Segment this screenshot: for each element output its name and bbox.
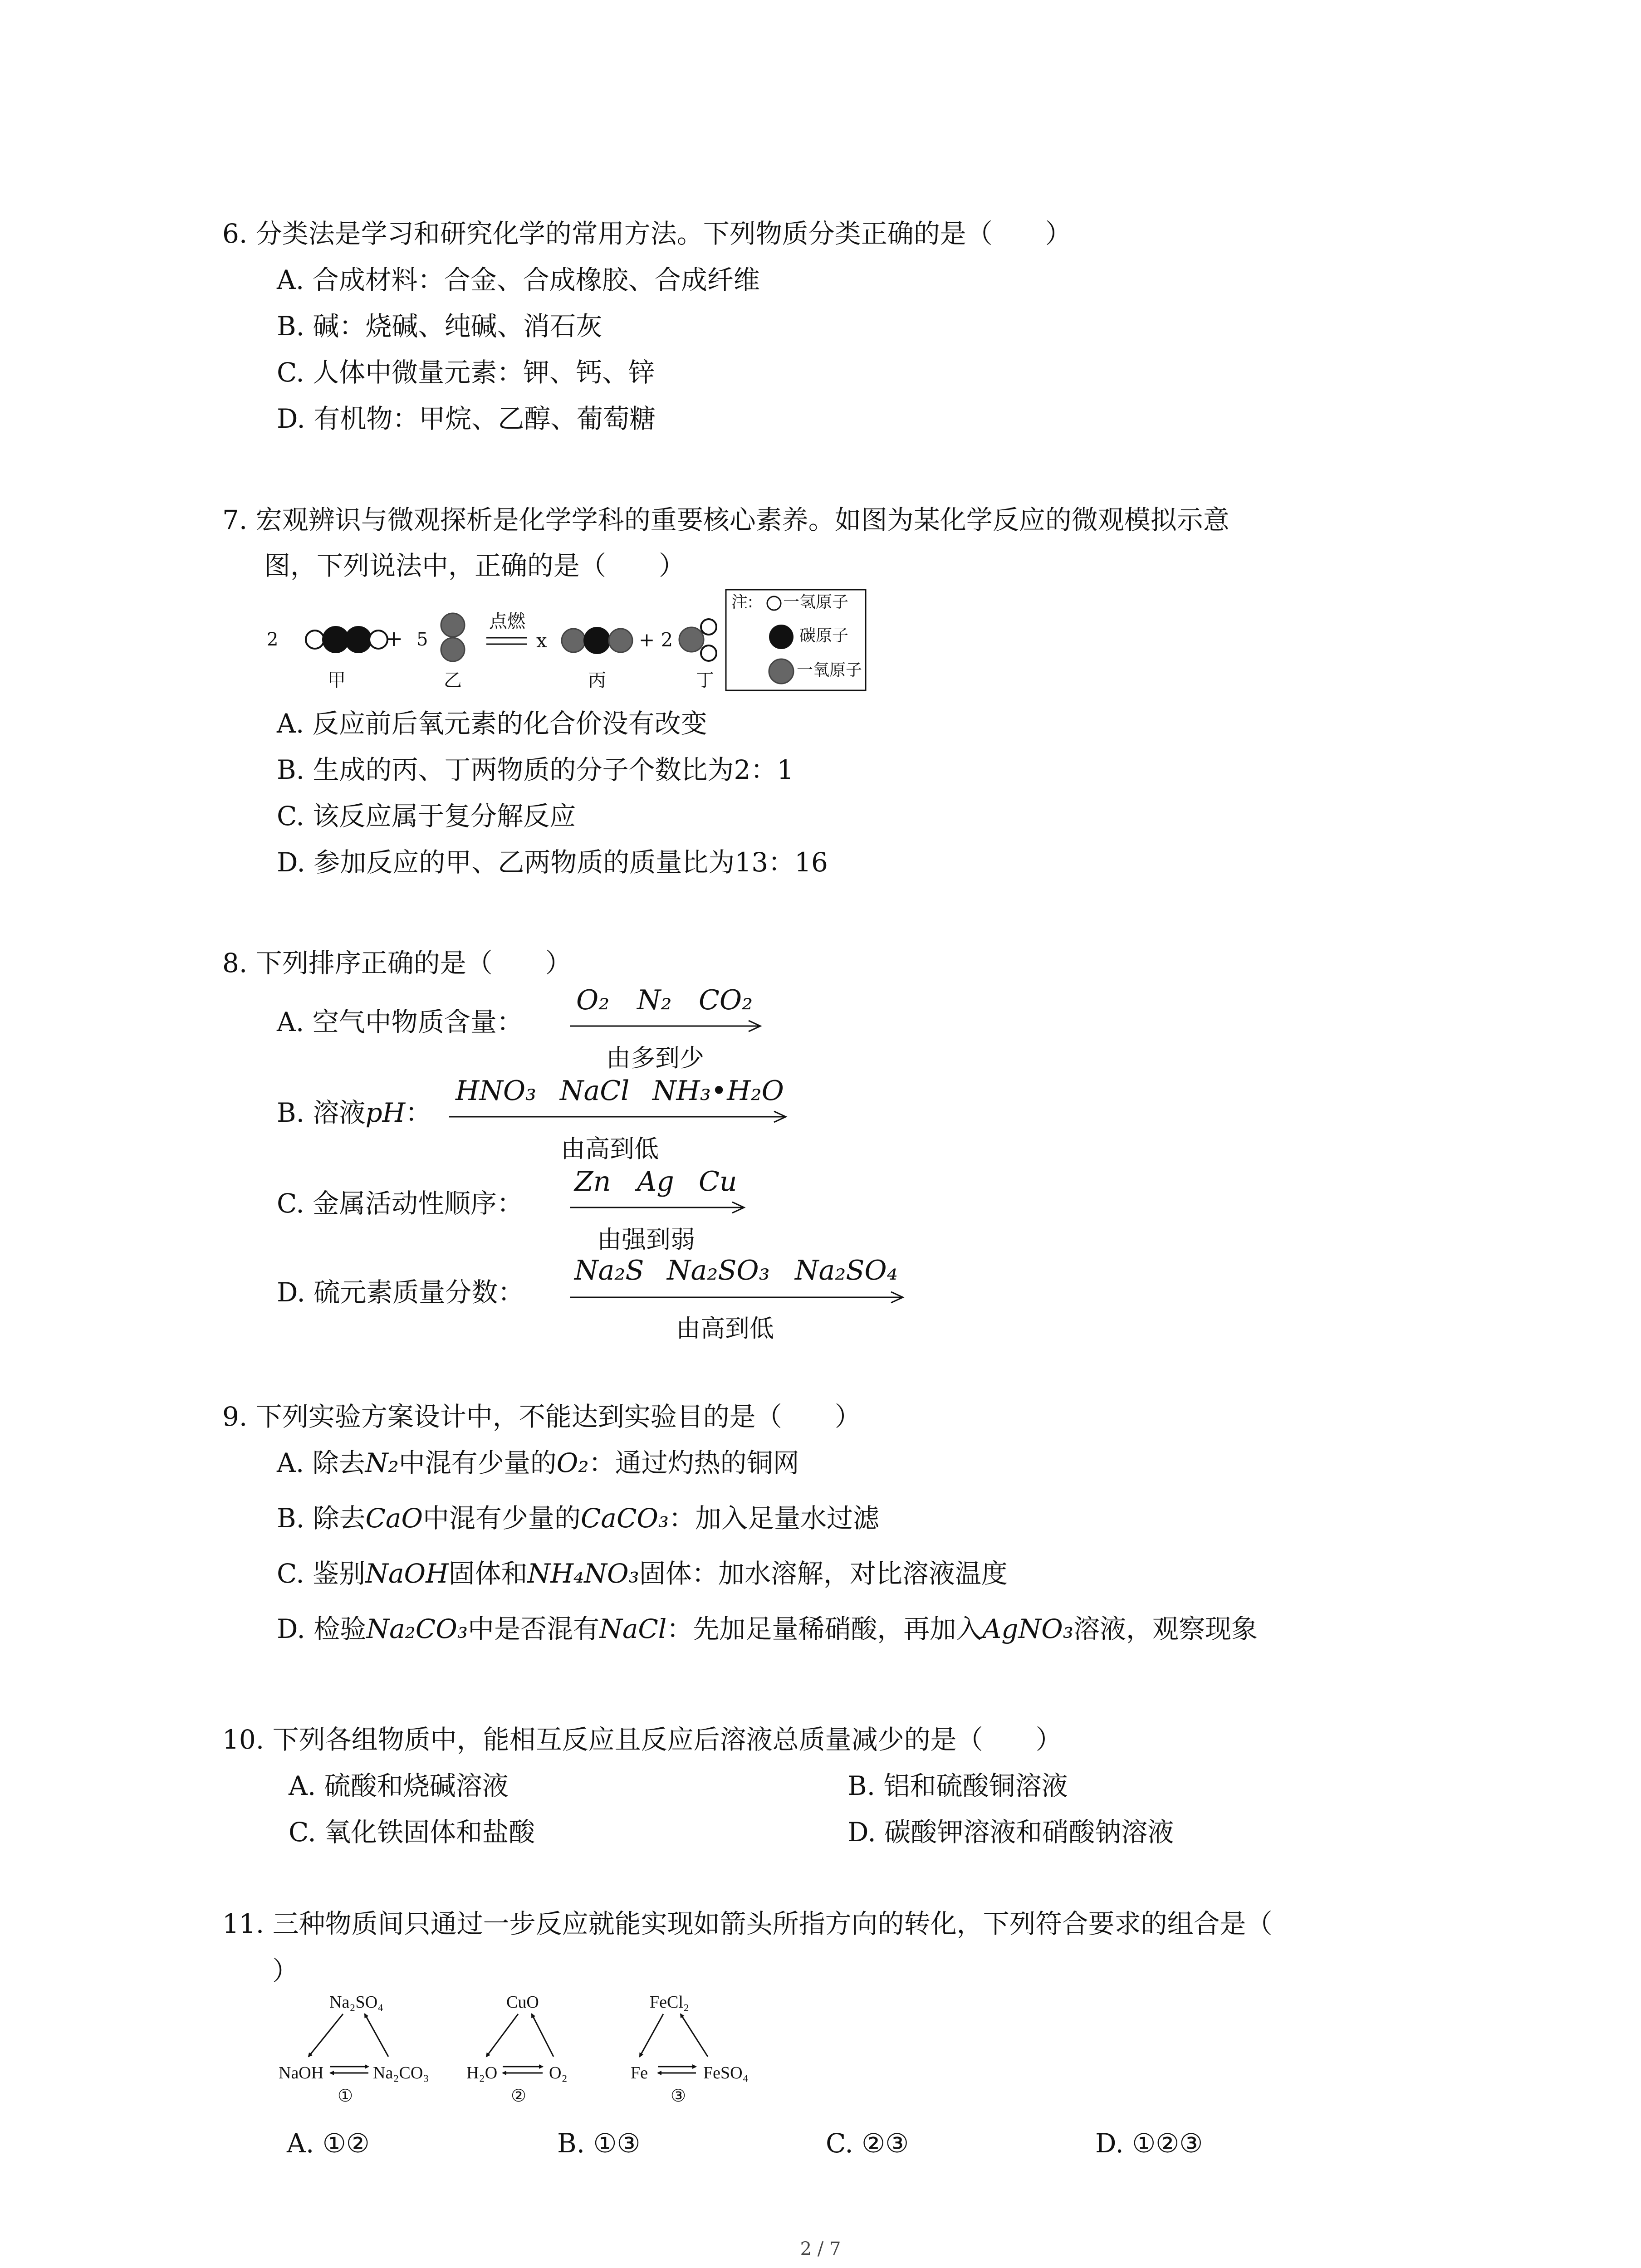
- q8b-item-1: HNO₃: [456, 1075, 537, 1107]
- reaction-condition: 点燃: [489, 611, 525, 632]
- g2-arrow-right-top: [532, 2014, 554, 2057]
- q8-option-c-prefix: C. 金属活动性顺序：: [277, 1188, 524, 1219]
- legend-note: 注:: [731, 593, 754, 611]
- q8b-item-3: NH₃•H₂O: [652, 1075, 784, 1107]
- q8c-item-2: Ag: [637, 1166, 674, 1198]
- q9d-t2: 中是否混有: [468, 1613, 600, 1644]
- plus-sign-1: +: [385, 626, 403, 651]
- q7-stem-line1: 7. 宏观辨识与微观探析是化学学科的重要核心素养。如图为某化学反应的微观模拟示意: [222, 504, 1230, 535]
- g1-right: Na₂CO₃: [373, 2063, 429, 2082]
- q8a-item-1: O₂: [576, 984, 610, 1016]
- label-bing: 丙: [588, 670, 606, 691]
- q10-option-a: A. 硫酸和烧碱溶液: [289, 1770, 509, 1801]
- q9c-t2: 固体和: [448, 1558, 528, 1589]
- legend-o-label: 一氧原子: [797, 661, 862, 679]
- label-yi: 乙: [444, 670, 462, 691]
- q6-option-b: B. 碱：烧碱、纯碱、消石灰: [277, 311, 603, 342]
- q8b-item-2: NaCl: [560, 1075, 630, 1107]
- q8c-order-label: 由强到弱: [597, 1225, 695, 1254]
- q11-option-b: B. ①③: [557, 2128, 641, 2159]
- g3-num: ③: [671, 2087, 686, 2106]
- q7-option-d: D. 参加反应的甲、乙两物质的质量比为13：16: [277, 847, 828, 878]
- q9b-t1: B. 除去: [277, 1503, 366, 1534]
- legend-c-label: 碳原子: [799, 626, 849, 645]
- q6-option-d: D. 有机物：甲烷、乙醇、葡萄糖: [277, 403, 656, 434]
- q8c-item-3: Cu: [699, 1166, 737, 1198]
- q9a-f2: O₂: [556, 1447, 589, 1478]
- q6-stem: 6. 分类法是学习和研究化学的常用方法。下列物质分类正确的是（ ）: [222, 218, 1072, 249]
- coef-jia: 2: [267, 629, 279, 650]
- plus-coef-ding: + 2: [639, 629, 673, 651]
- q8b-order-label: 由高到低: [561, 1134, 659, 1163]
- q9a-t2: 中混有少量的: [398, 1447, 557, 1478]
- q8a-order-label: 由多到少: [606, 1044, 704, 1072]
- q8-stem: 8. 下列排序正确的是（ ）: [222, 948, 572, 978]
- q9c-f1: NaOH: [365, 1558, 449, 1589]
- q8b-prefix-text: B. 溶液: [277, 1097, 366, 1128]
- q9d-t3: ：先加足量稀硝酸，再加入: [666, 1613, 983, 1644]
- q7-option-b: B. 生成的丙、丁两物质的分子个数比为2：1: [277, 754, 794, 785]
- g1-arrow-right-top: [365, 2014, 388, 2057]
- g3-top: FeCl₂: [650, 1993, 690, 2012]
- q8d-order-label: 由高到低: [676, 1314, 774, 1343]
- q10-option-d: D. 碳酸钾溶液和硝酸钠溶液: [847, 1817, 1174, 1848]
- q11-stem-line2: ）: [272, 1955, 299, 1986]
- q8a-item-3: CO₂: [699, 984, 753, 1016]
- q8d-item-3: Na₂SO₄: [795, 1255, 898, 1286]
- g3-left: Fe: [631, 2063, 648, 2082]
- q9c-t3: 固体：加水溶解，对比溶液温度: [639, 1558, 1008, 1589]
- q8b-ph: pH: [365, 1097, 406, 1128]
- q9b-f2: CaCO₃: [581, 1503, 669, 1534]
- q10-option-c: C. 氧化铁固体和盐酸: [289, 1817, 535, 1848]
- q9d-t4: 溶液，观察现象: [1073, 1613, 1258, 1644]
- q9c-t1: C. 鉴别: [277, 1558, 366, 1589]
- q11-option-c: C. ②③: [826, 2128, 909, 2159]
- q9b-t3: ：加入足量水过滤: [669, 1503, 880, 1534]
- q9d-f1: Na₂CO₃: [366, 1613, 468, 1644]
- g2-top: CuO: [506, 1993, 539, 2012]
- q6-option-a: A. 合成材料：合金、合成橡胶、合成纤维: [277, 264, 760, 295]
- coef-bing: x: [536, 630, 547, 652]
- q11-option-a: A. ①②: [287, 2128, 370, 2159]
- q8-option-d-prefix: D. 硫元素质量分数：: [277, 1277, 524, 1308]
- q11-option-d: D. ①②③: [1095, 2128, 1203, 2159]
- q11-stem-line1: 11. 三种物质间只通过一步反应就能实现如箭头所指方向的转化，下列符合要求的组合是（: [222, 1908, 1273, 1939]
- g3-arrow-right-top: [681, 2014, 708, 2057]
- g2-arrow-top-left: [486, 2014, 518, 2057]
- q8d-item-1: Na₂S: [574, 1255, 644, 1286]
- q8b-prefix-colon: ：: [405, 1097, 432, 1128]
- g1-left: NaOH: [279, 2063, 324, 2082]
- q10-stem: 10. 下列各组物质中，能相互反应且反应后溶液总质量减少的是（ ）: [222, 1724, 1062, 1755]
- legend-h-label: 一氢原子: [783, 593, 849, 611]
- q9b-t2: 中混有少量的: [423, 1503, 581, 1534]
- g1-num: ①: [338, 2087, 353, 2106]
- q8d-item-2: Na₂SO₃: [667, 1255, 770, 1286]
- q9d-f3: AgNO₃: [982, 1613, 1073, 1644]
- g1-top: Na₂SO₄: [329, 1993, 384, 2012]
- g1-arrow-top-left: [309, 2014, 343, 2057]
- q7-option-c: C. 该反应属于复分解反应: [277, 801, 576, 831]
- coef-yi: 5: [416, 629, 428, 650]
- q8c-item-1: Zn: [574, 1166, 611, 1198]
- q9a-f1: N₂: [365, 1447, 399, 1478]
- g3-arrow-top-left: [640, 2014, 663, 2057]
- page-number: 2 / 7: [800, 2239, 841, 2259]
- q9b-f1: CaO: [365, 1503, 423, 1534]
- g2-right: O₂: [549, 2063, 568, 2082]
- q9a-t3: ：通过灼热的铜网: [588, 1447, 799, 1478]
- label-ding: 丁: [696, 670, 714, 691]
- q7-option-a: A. 反应前后氧元素的化合价没有改变: [277, 708, 707, 739]
- q9d-f2: NaCl: [599, 1613, 667, 1644]
- q9d-t1: D. 检验: [277, 1613, 367, 1644]
- q7-stem-line2: 图，下列说法中，正确的是（ ）: [264, 550, 686, 581]
- g2-num: ②: [511, 2087, 527, 2106]
- q9-stem: 9. 下列实验方案设计中，不能达到实验目的是（ ）: [222, 1401, 861, 1432]
- q9c-f2: NH₄NO₃: [527, 1558, 639, 1589]
- q9a-t1: A. 除去: [277, 1447, 365, 1478]
- g3-right: FeSO₄: [703, 2063, 749, 2082]
- q6-option-c: C. 人体中微量元素：钾、钙、锌: [277, 357, 655, 388]
- q8-option-a-prefix: A. 空气中物质含量：: [277, 1007, 523, 1037]
- q10-option-b: B. 铝和硫酸铜溶液: [847, 1770, 1068, 1801]
- label-jia: 甲: [328, 670, 346, 691]
- q8a-item-2: N₂: [637, 984, 672, 1016]
- g2-left: H₂O: [466, 2063, 498, 2082]
